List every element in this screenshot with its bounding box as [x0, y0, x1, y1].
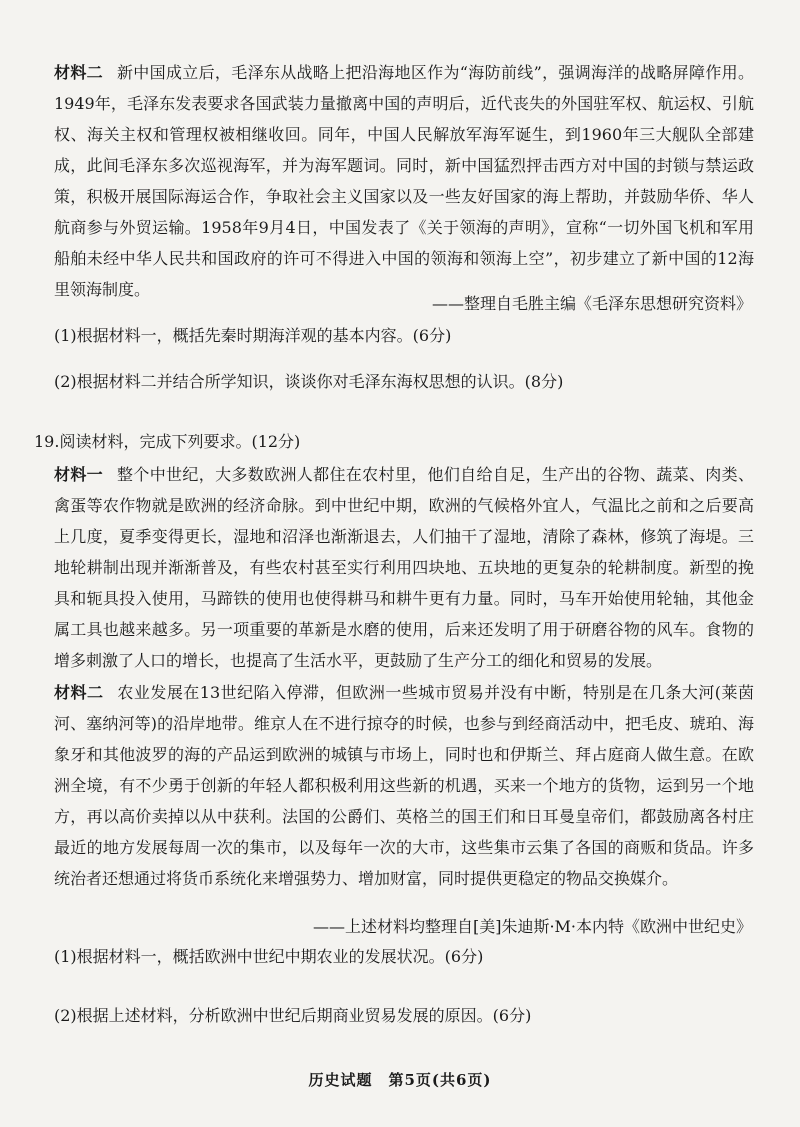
material-source: ——整理自毛胜主编《毛泽东思想研究资料》 — [431, 294, 752, 313]
page-footer: 历史试题 第5页(共6页) — [308, 1071, 492, 1089]
material-text: 农业发展在13世纪陷入停滞，但欧洲一些城市贸易并没有中断，特别是在几条大河(莱茵河、塞纳河等)的沿岸地带。维京人在不进行掠夺的时候，也参与到经商活动中，把毛皮、琥珀、海象牙和其他波罗的海的产品运到欧洲的城镇与市场上，同时也和伊斯兰、拜占庭商人做生意。在欧洲全境，有不少勇于创新的年轻人都积极利用这些新的机遇，买来一个地方的货物，运到另一个地方，再以高价卖掉以从中获利。法国的公爵们、英格兰的国王们和日耳曼皇帝们，都鼓励离各村庄最近的地方发展每周一次的集市，以及每年一次的大市，这些集市云集了各国的商贩和货品。许多统治者还想通过将货币系统化来增强势力、增加财富，同时提供更稳定的物品交换媒介。 — [54, 683, 754, 888]
material-2-europe-trade — [54, 677, 754, 894]
material-label: 材料二 — [54, 63, 103, 82]
q19-sub2: (2)根据上述材料，分析欧洲中世纪后期商业贸易发展的原因。(6分) — [54, 1006, 532, 1025]
material-2-cn-navy — [54, 57, 754, 305]
material-label: 材料二 — [54, 683, 104, 702]
q18-sub2: (2)根据材料二并结合所学知识，谈谈你对毛泽东海权思想的认识。(8分) — [54, 372, 564, 391]
material-text: 新中国成立后，毛泽东从战略上把沿海地区作为“海防前线”，强调海洋的战略屏障作用。1949年，毛泽东发表要求各国武装力量撤离中国的声明后，近代丧失的外国驻军权、航运权、引航权、海关主权和管理权被相继收回。同年，中国人民解放军海军诞生，到1960年三大舰队全部建成，此间毛泽东多次巡视海军，并为海军题词。同时，新中国猛烈抨击西方对中国的封锁与禁运政策，积极开展国际海运合作，争取社会主义国家以及一些友好国家的海上帮助，并鼓励华侨、华人航商参与外贸运输。1958年9月4日，中国发表了《关于领海的声明》，宣称“一切外国飞机和军用船舶未经中华人民共和国政府的许可不得进入中国的领海和领海上空”，初步建立了新中国的12海里领海制度。 — [54, 63, 754, 299]
q19-title: 19.阅读材料，完成下列要求。(12分) — [34, 432, 301, 451]
material-1-europe-agriculture — [54, 459, 754, 676]
material-source: ——上述材料均整理自[美]朱迪斯·M·本内特《欧洲中世纪史》 — [312, 917, 752, 936]
q19-sub1: (1)根据材料一，概括欧洲中世纪中期农业的发展状况。(6分) — [54, 947, 484, 966]
q18-sub1: (1)根据材料一，概括先秦时期海洋观的基本内容。(6分) — [54, 326, 452, 345]
material-label: 材料一 — [54, 465, 104, 484]
material-text: 整个中世纪，大多数欧洲人都住在农村里，他们自给自足，生产出的谷物、蔬菜、肉类、禽蛋等农作物就是欧洲的经济命脉。到中世纪中期，欧洲的气候格外宜人，气温比之前和之后要高上几度，夏季变得更长，湿地和沼泽也渐渐退去，人们抽干了湿地，清除了森林，修筑了海堤。三地轮耕制出现并渐渐普及，有些农村甚至实行利用四块地、五块地的更复杂的轮耕制度。新型的挽具和轭具投入使用，马蹄铁的使用也使得耕马和耕牛更有力量。同时，马车开始使用轮轴，其他金属工具也越来越多。另一项重要的革新是水磨的使用，后来还发明了用于研磨谷物的风车。食物的增多刺激了人口的增长，也提高了生活水平，更鼓励了生产分工的细化和贸易的发展。 — [54, 465, 754, 670]
